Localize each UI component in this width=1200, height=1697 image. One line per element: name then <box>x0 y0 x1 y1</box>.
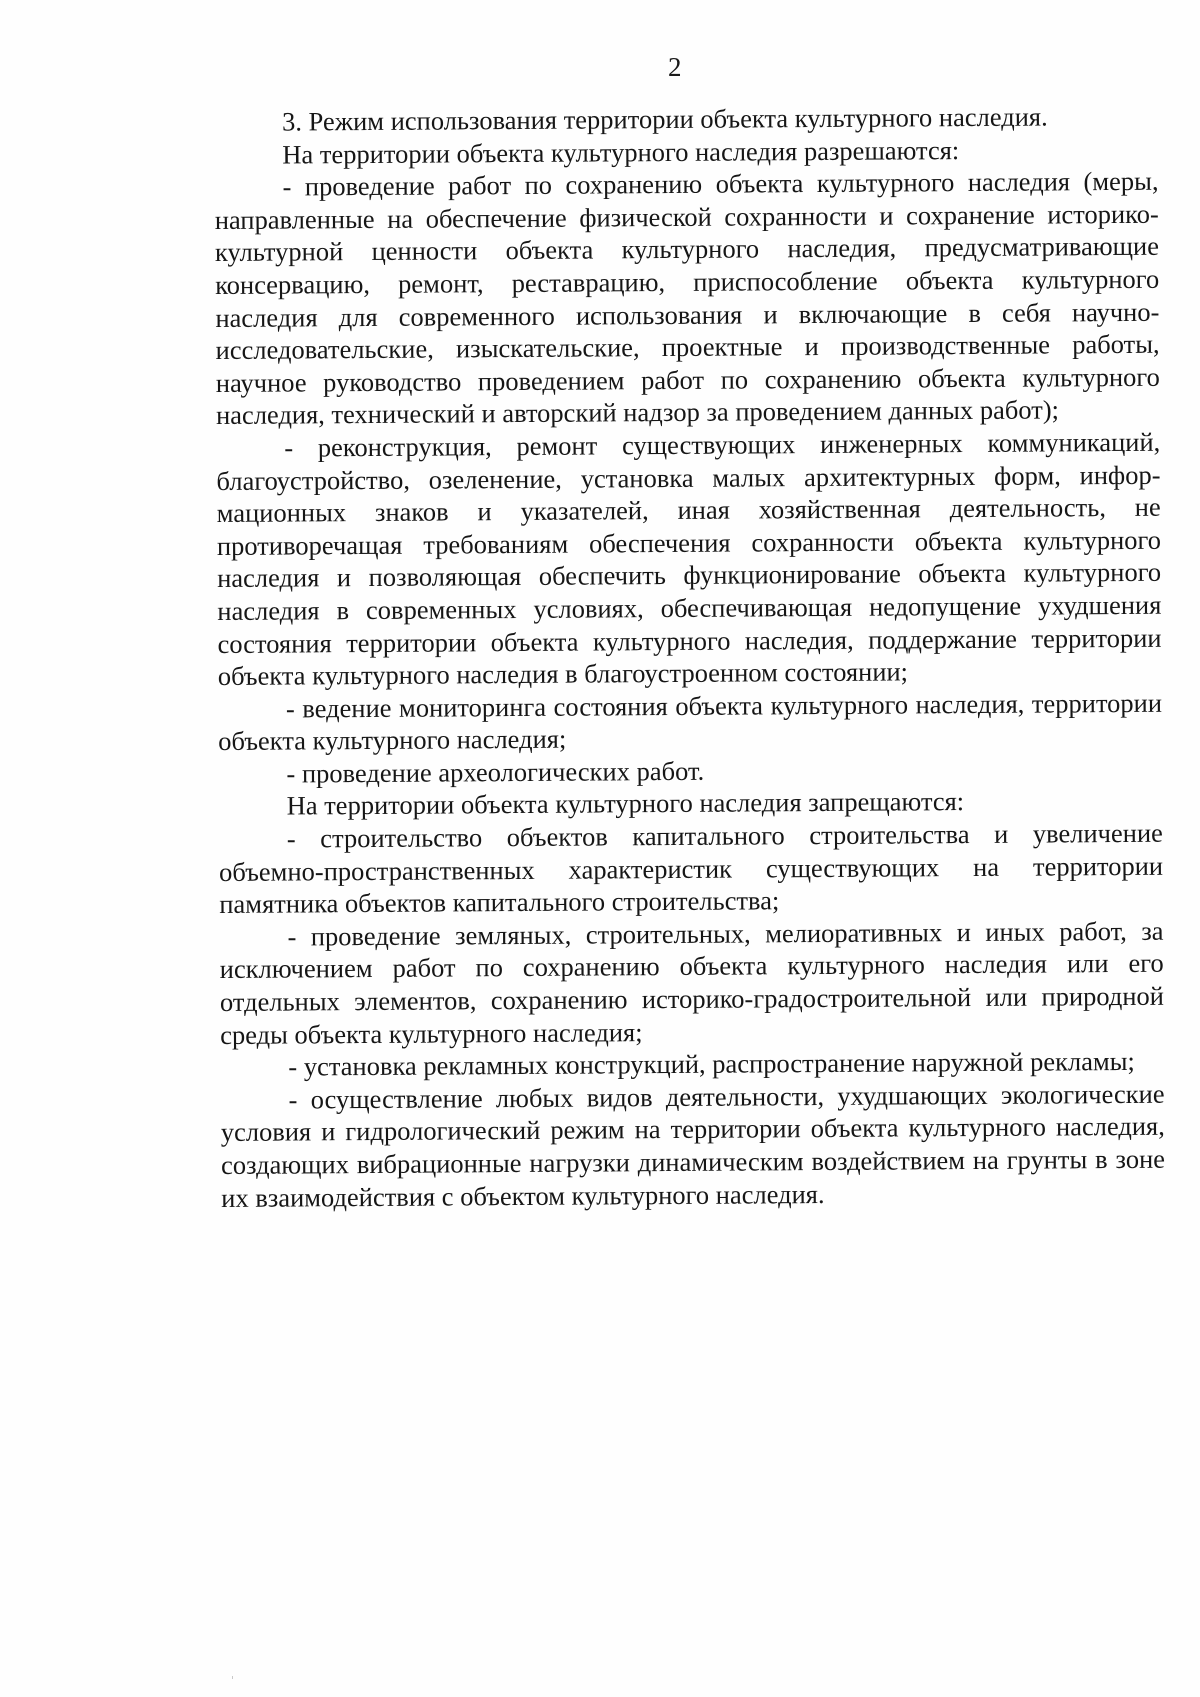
paragraph-prohibited-intro: На территории объекта культурного наследия запрещаются: <box>286 786 965 822</box>
document-body <box>214 100 1165 1214</box>
section-heading: 3. Режим использования территории объекта культурного наследия. <box>282 101 1048 137</box>
list-item-permitted-reconstruction: - реконструкция, ремонт существующих инженерных коммуникаций, благоустройство, озеленение, установка малых архитектурных форм, информационных знаков и указателей, иная хозяйственная деятельность, не противоречащая требованиям обеспечения сохранности объекта культурного наследия и позволяющая обеспечить функционирование объекта культурного наследия в современных условиях, обеспечивающая недопущение ухудшения состояния территории объекта культурного наследия, поддержание территории объекта культурного наследия в благоустроенном состоянии; <box>216 426 1162 692</box>
list-item-permitted-preservation-works: - проведение работ по сохранению объекта культурного наследия (меры, направленные на обеспечение физической сохранности и сохранение историко-культурной ценности объекта культурного наследия, предусматривающие консервацию, ремонт, реставрацию, приспособление объекта культурного наследия для современного использования и включающие в себя научно-исследовательские, изыскательские, проектные и производственные работы, научное руководство проведением работ по сохранению объекта культурного наследия, технический и авторский надзор за проведением данных работ); <box>214 165 1160 431</box>
list-item-prohibited-earthworks: - проведение земляных, строительных, мелиоративных и иных работ, за исключением работ по сохранению объекта культурного наследия или его отдельных элементов, сохранению историко-градостроительной или природной среды объекта культурного наследия; <box>219 915 1165 1050</box>
list-item-prohibited-harmful-activities: - осуществление любых видов деятельности, ухудшающих экологические условия и гидрологический режим на территории объекта культурного наследия, создающих вибрационные нагрузки динамическим воздействием на грунты в зоне их взаимодействия с объектом культурного наследия. <box>220 1078 1166 1213</box>
scan-speck <box>232 1676 233 1679</box>
paragraph-permitted-intro: На территории объекта культурного наследия разрешаются: <box>282 134 960 170</box>
list-item-prohibited-construction: - строительство объектов капитального строительства и увеличение объемно-пространственных характеристик существующих на территории памятника объектов капитального строительства; <box>218 817 1164 920</box>
list-item-permitted-monitoring: - ведение мониторинга состояния объекта культурного наследия, территории объекта культурного наследия; <box>218 687 1163 757</box>
list-item-permitted-archaeology: - проведение археологических работ. <box>286 755 705 789</box>
page-number: 2 <box>668 52 682 82</box>
list-item-prohibited-advertising: - установка рекламных конструкций, распространение наружной рекламы; <box>288 1046 1135 1082</box>
